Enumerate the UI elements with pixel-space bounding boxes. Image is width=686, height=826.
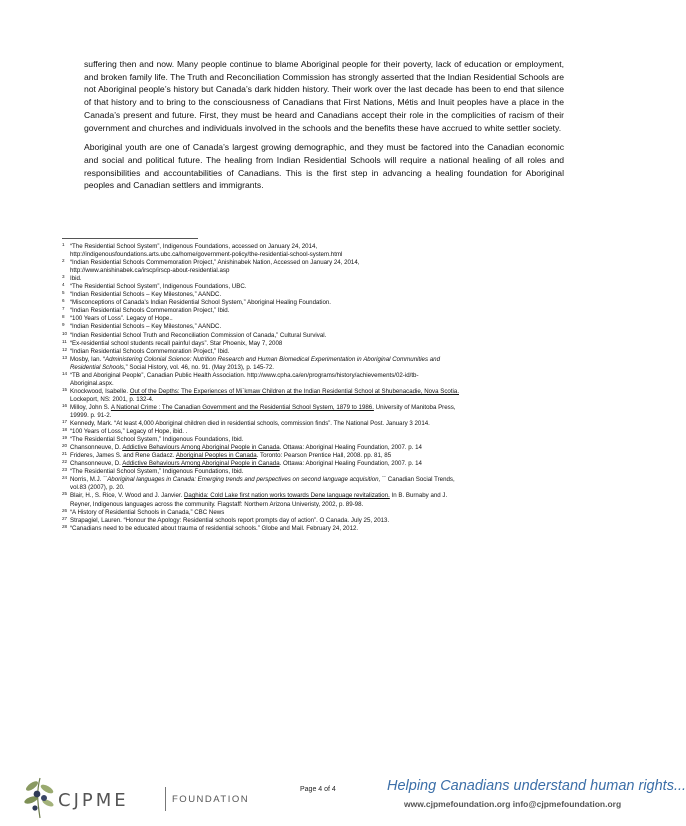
footnote-6: 6 “Misconceptions of Canada’s Indian Residential School System,” Aboriginal Healing Foundation. xyxy=(62,298,332,307)
footnote-21: 21 Frideres, James S. and Rene Gadacz. Aboriginal Peoples in Canada. Toronto: Pearson Prentice Hall, 2008. pp. 81, 85 xyxy=(62,451,392,460)
logo-wordmark: CJPME xyxy=(58,790,129,811)
footnote-8: 8 “100 Years of Loss”. Legacy of Hope.. xyxy=(62,314,173,323)
body-paragraph-1: suffering then and now. Many people continue to blame Aboriginal people for their poverty, lack of education or employment, and broken family life. The Truth and Reconciliation Commission has strongly asserted that the Indian Residential Schools are not Aboriginal people’s history but Canada’s dark hidden history. Their work over the last decade has been to end that silence of that history and to bring to the consciousness of Canadians that First Nations, Métis and Inuit peoples have a place in the Canada’s present and future. First, they must be heard and Canadians accept their role in the complicities of racism of their government and churches and individuals involved in the schools and the benefits these have accrued to white settler society. xyxy=(84,59,564,133)
logo-divider xyxy=(165,787,166,811)
footnote-2: 2 “Indian Residential Schools Commemoration Project,” Anishinabek Nation, Accessed on January 24, 2014, http://www.anishinabek.ca/irscp/irscp-about-residential.asp xyxy=(62,258,360,275)
footnote-24: 24 Norris, M.J. ``Aboriginal languages in Canada: Emerging trends and perspectives on second language acquisition, `` Canadian Social Trends, vol.83 (2007), p. 20. xyxy=(62,475,455,492)
footnote-3: 3 Ibid. xyxy=(62,274,82,283)
footnote-5: 5 “Indian Residential Schools – Key Milestones,” AANDC. xyxy=(62,290,222,299)
footnotes xyxy=(62,243,562,533)
footnote-1: 1 “The Residential School System”, Indigenous Foundations, accessed on January 24, 2014, http://indigenousfoundations.arts.ubc.ca/home/government-policy/the-residential-school-system.html xyxy=(62,242,343,259)
tagline: Helping Canadians understand human rights... xyxy=(387,778,686,794)
footnote-7: 7 “Indian Residential Schools Commemoration Project,” Ibid. xyxy=(62,306,230,315)
page-footer xyxy=(0,770,686,826)
footnote-19: 19 “The Residential School System,” Indigenous Foundations, Ibid. xyxy=(62,435,244,444)
footnote-25: 25 Blair, H., S. Rice, V. Wood and J. Janvier. Daghida: Cold Lake first nation works towards Dene language revitalization. In B. Burnaby and J. Reyner, Indigenous languages across the community. Flagstaff: Northern Arizona Univeristy, 2002, p. 89-98. xyxy=(62,491,448,508)
footnote-4: 4 “The Residential School System”, Indigenous Foundations, UBC. xyxy=(62,282,247,291)
footnote-10: 10 “Indian Residential School Truth and Reconciliation Commission of Canada,” Cultural Survival. xyxy=(62,330,327,339)
footnote-22: 22 Chansonneuve, D. Addictive Behaviours Among Aboriginal People in Canada. Ottawa: Aboriginal Healing Foundation, 2007. p. 14 xyxy=(62,459,422,468)
olive-branch-icon xyxy=(20,774,60,818)
body-text xyxy=(84,58,564,199)
footnote-26: 26 “A History of Residential Schools in Canada,” CBC News xyxy=(62,507,225,516)
footnote-11: 11 “Ex-residential school students recall painful days”. Star Phoenix, May 7, 2008 xyxy=(62,338,283,347)
footnote-20: 20 Chansonneuve, D. Addictive Behaviours Among Aboriginal People in Canada. Ottawa: Aboriginal Healing Foundation, 2007. p. 14 xyxy=(62,443,422,452)
website-contact[interactable]: www.cjpmefoundation.org info@cjpmefoundation.org xyxy=(404,799,622,809)
footnote-23: 23 “The Residential School System,” Indigenous Foundations, Ibid. xyxy=(62,467,244,476)
footnote-16: 16 Milloy, John S. A National Crime : The Canadian Government and the Residential School System, 1879 to 1986. University of Manitoba Press, 19999. p. 91-2. xyxy=(62,402,456,419)
footnote-14: 14 “TB and Aboriginal People”, Canadian Public Health Association. http://www.cpha.ca/en/programs/history/achievements/02-id/tb- Aboriginal.aspx. xyxy=(62,370,419,387)
footnote-18: 18 “100 Years of Loss,” Legacy of Hope, ibid. . xyxy=(62,427,188,436)
footnote-17: 17 Kennedy, Mark. “At least 4,000 Aboriginal children died in residential schools, commission finds”. The National Post. January 3 2014. xyxy=(62,419,430,428)
footnote-13: 13 Mosby, Ian. “Administering Colonial Science: Nutrition Research and Human Biomedical Experimentation in Aboriginal Communities and Residential Schools,” Social History, vol. 46, no. 91. (May 2013), p. 145-72. xyxy=(62,354,440,371)
footnote-9: 9 “Indian Residential Schools – Key Milestones,” AANDC. xyxy=(62,322,222,331)
footnote-12: 12 “Indian Residential Schools Commemoration Project,” Ibid. xyxy=(62,346,230,355)
page-number: Page 4 of 4 xyxy=(300,786,336,793)
footnote-28: 28 “Canadians need to be educated about trauma of residential schools.” Globe and Mail. February 24, 2012. xyxy=(62,523,359,532)
logo-foundation-text: FOUNDATION xyxy=(172,794,250,805)
body-paragraph-2: Aboriginal youth are one of Canada’s largest growing demographic, and they must be factored into the Canadian economic and social and political future. The healing from Indian Residential Schools will require a national healing of all roles and responsibilities and accountabilities of Canadians. This is the first step in advancing a healing foundation for Aboriginal peoples and Canadian settlers and immigrants. xyxy=(84,142,564,191)
footnote-separator xyxy=(62,238,198,239)
footnote-15: 15 Knockwood, Isabelle. Out of the Depths: The Experiences of Mi`kmaw Children at the Indian Residential School at Shubenacadie, Nova Scotia. Lockeport, NS: 2001, p. 132-4. xyxy=(62,386,460,403)
footnote-27: 27 Strapagiel, Lauren. “Honour the Apology: Residential schools report prompts day of action”. O Canada. July 25, 2013. xyxy=(62,515,390,524)
